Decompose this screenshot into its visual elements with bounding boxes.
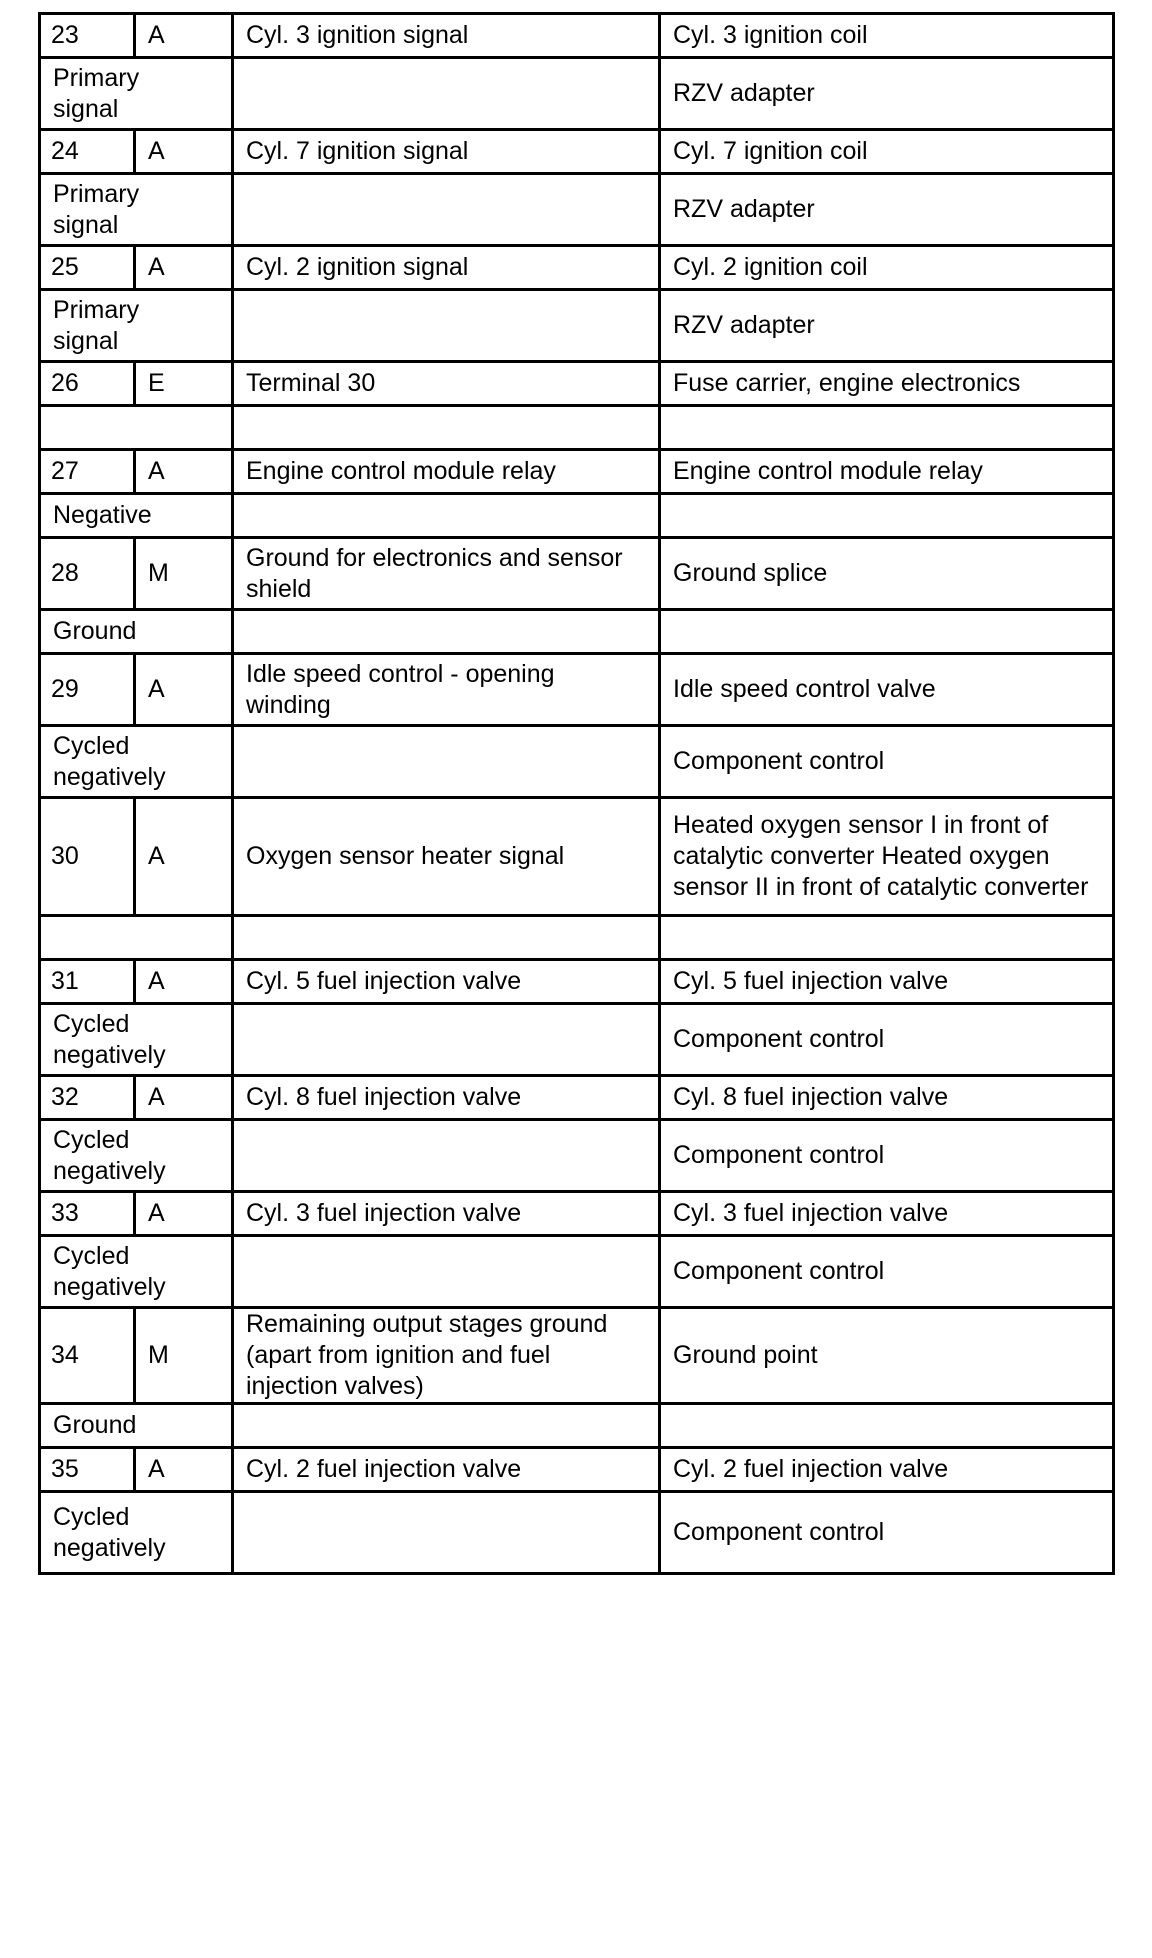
description-cell: Cyl. 3 ignition signal xyxy=(233,14,660,58)
component-cell: RZV adapter xyxy=(660,58,1114,130)
component-cell: Idle speed control valve xyxy=(660,654,1114,726)
component-cell: Cyl. 2 ignition coil xyxy=(660,246,1114,290)
pin-number-cell: 31 xyxy=(40,960,135,1004)
signal-direction-cell: A xyxy=(135,1076,233,1120)
table-row xyxy=(40,960,1114,1004)
description-cell xyxy=(233,1236,660,1308)
signal-direction-cell: A xyxy=(135,450,233,494)
signal-direction-cell: A xyxy=(135,654,233,726)
table-row xyxy=(40,1120,1114,1192)
description-cell: Cyl. 3 fuel injection valve xyxy=(233,1192,660,1236)
table-row xyxy=(40,58,1114,130)
description-cell: Oxygen sensor heater signal xyxy=(233,798,660,916)
component-cell: Cyl. 7 ignition coil xyxy=(660,130,1114,174)
signal-direction-cell: A xyxy=(135,1448,233,1492)
description-cell xyxy=(233,290,660,362)
description-cell xyxy=(233,494,660,538)
table-row xyxy=(40,654,1114,726)
component-cell: Cyl. 3 ignition coil xyxy=(660,14,1114,58)
description-cell: Remaining output stages ground (apart from ignition and fuel injection valves) xyxy=(233,1308,660,1404)
component-cell: Component control xyxy=(660,726,1114,798)
table-row xyxy=(40,450,1114,494)
pin-number-cell: 27 xyxy=(40,450,135,494)
component-cell: Component control xyxy=(660,1236,1114,1308)
table-row xyxy=(40,130,1114,174)
component-cell: Cyl. 2 fuel injection valve xyxy=(660,1448,1114,1492)
pin-number-cell: 28 xyxy=(40,538,135,610)
description-cell xyxy=(233,916,660,960)
component-cell: Heated oxygen sensor I in front of catalytic converter Heated oxygen sensor II in front of catalytic converter xyxy=(660,798,1114,916)
description-cell xyxy=(233,174,660,246)
signal-type-cell: Cycled negatively xyxy=(40,1492,233,1574)
description-cell xyxy=(233,58,660,130)
signal-type-cell: Cycled negatively xyxy=(40,1120,233,1192)
pin-number-cell: 24 xyxy=(40,130,135,174)
pin-number-cell: 34 xyxy=(40,1308,135,1404)
signal-type-cell: Ground xyxy=(40,610,233,654)
signal-direction-cell: E xyxy=(135,362,233,406)
component-cell: Cyl. 8 fuel injection valve xyxy=(660,1076,1114,1120)
component-cell xyxy=(660,610,1114,654)
signal-type-cell: Cycled negatively xyxy=(40,1004,233,1076)
description-cell: Cyl. 7 ignition signal xyxy=(233,130,660,174)
pin-number-cell: 30 xyxy=(40,798,135,916)
description-cell: Terminal 30 xyxy=(233,362,660,406)
signal-type-cell: Negative xyxy=(40,494,233,538)
component-cell: Component control xyxy=(660,1492,1114,1574)
table-row xyxy=(40,1076,1114,1120)
signal-direction-cell: A xyxy=(135,14,233,58)
component-cell xyxy=(660,1404,1114,1448)
component-cell: Component control xyxy=(660,1004,1114,1076)
description-cell: Engine control module relay xyxy=(233,450,660,494)
component-cell: Cyl. 5 fuel injection valve xyxy=(660,960,1114,1004)
description-cell: Cyl. 8 fuel injection valve xyxy=(233,1076,660,1120)
description-cell: Ground for electronics and sensor shield xyxy=(233,538,660,610)
description-cell xyxy=(233,726,660,798)
signal-type-cell: Cycled negatively xyxy=(40,1236,233,1308)
pin-number-cell: 35 xyxy=(40,1448,135,1492)
description-cell xyxy=(233,610,660,654)
table-row xyxy=(40,726,1114,798)
signal-direction-cell: M xyxy=(135,538,233,610)
description-cell: Idle speed control - opening winding xyxy=(233,654,660,726)
table-row xyxy=(40,174,1114,246)
table-row xyxy=(40,1192,1114,1236)
table-row xyxy=(40,14,1114,58)
signal-type-cell xyxy=(40,916,233,960)
description-cell xyxy=(233,1120,660,1192)
pin-assignment-table xyxy=(38,12,1115,1575)
signal-direction-cell: A xyxy=(135,798,233,916)
signal-type-cell: Ground xyxy=(40,1404,233,1448)
signal-direction-cell: A xyxy=(135,130,233,174)
component-cell xyxy=(660,406,1114,450)
description-cell xyxy=(233,1404,660,1448)
component-cell: Ground point xyxy=(660,1308,1114,1404)
table-row xyxy=(40,916,1114,960)
table-row xyxy=(40,246,1114,290)
table-row xyxy=(40,362,1114,406)
signal-type-cell: Primary signal xyxy=(40,290,233,362)
table-row xyxy=(40,1236,1114,1308)
component-cell: RZV adapter xyxy=(660,174,1114,246)
signal-direction-cell: A xyxy=(135,1192,233,1236)
table-row xyxy=(40,610,1114,654)
table-row xyxy=(40,1004,1114,1076)
pin-number-cell: 23 xyxy=(40,14,135,58)
description-cell: Cyl. 2 fuel injection valve xyxy=(233,1448,660,1492)
signal-direction-cell: A xyxy=(135,960,233,1004)
signal-type-cell xyxy=(40,406,233,450)
component-cell xyxy=(660,494,1114,538)
pin-number-cell: 33 xyxy=(40,1192,135,1236)
pin-number-cell: 26 xyxy=(40,362,135,406)
description-cell: Cyl. 2 ignition signal xyxy=(233,246,660,290)
pin-number-cell: 25 xyxy=(40,246,135,290)
component-cell: Engine control module relay xyxy=(660,450,1114,494)
component-cell: RZV adapter xyxy=(660,290,1114,362)
component-cell xyxy=(660,916,1114,960)
table-row xyxy=(40,798,1114,916)
table-row xyxy=(40,494,1114,538)
signal-direction-cell: A xyxy=(135,246,233,290)
component-cell: Ground splice xyxy=(660,538,1114,610)
table-row xyxy=(40,538,1114,610)
table-row xyxy=(40,1448,1114,1492)
description-cell xyxy=(233,1004,660,1076)
description-cell: Cyl. 5 fuel injection valve xyxy=(233,960,660,1004)
pin-number-cell: 32 xyxy=(40,1076,135,1120)
table-row xyxy=(40,1404,1114,1448)
table-row xyxy=(40,290,1114,362)
component-cell: Fuse carrier, engine electronics xyxy=(660,362,1114,406)
pin-number-cell: 29 xyxy=(40,654,135,726)
description-cell xyxy=(233,1492,660,1574)
signal-type-cell: Cycled negatively xyxy=(40,726,233,798)
signal-type-cell: Primary signal xyxy=(40,174,233,246)
description-cell xyxy=(233,406,660,450)
component-cell: Component control xyxy=(660,1120,1114,1192)
table-row xyxy=(40,1492,1114,1574)
table-row xyxy=(40,1308,1114,1404)
component-cell: Cyl. 3 fuel injection valve xyxy=(660,1192,1114,1236)
signal-direction-cell: M xyxy=(135,1308,233,1404)
pin-table-body xyxy=(40,14,1114,1574)
signal-type-cell: Primary signal xyxy=(40,58,233,130)
table-row xyxy=(40,406,1114,450)
